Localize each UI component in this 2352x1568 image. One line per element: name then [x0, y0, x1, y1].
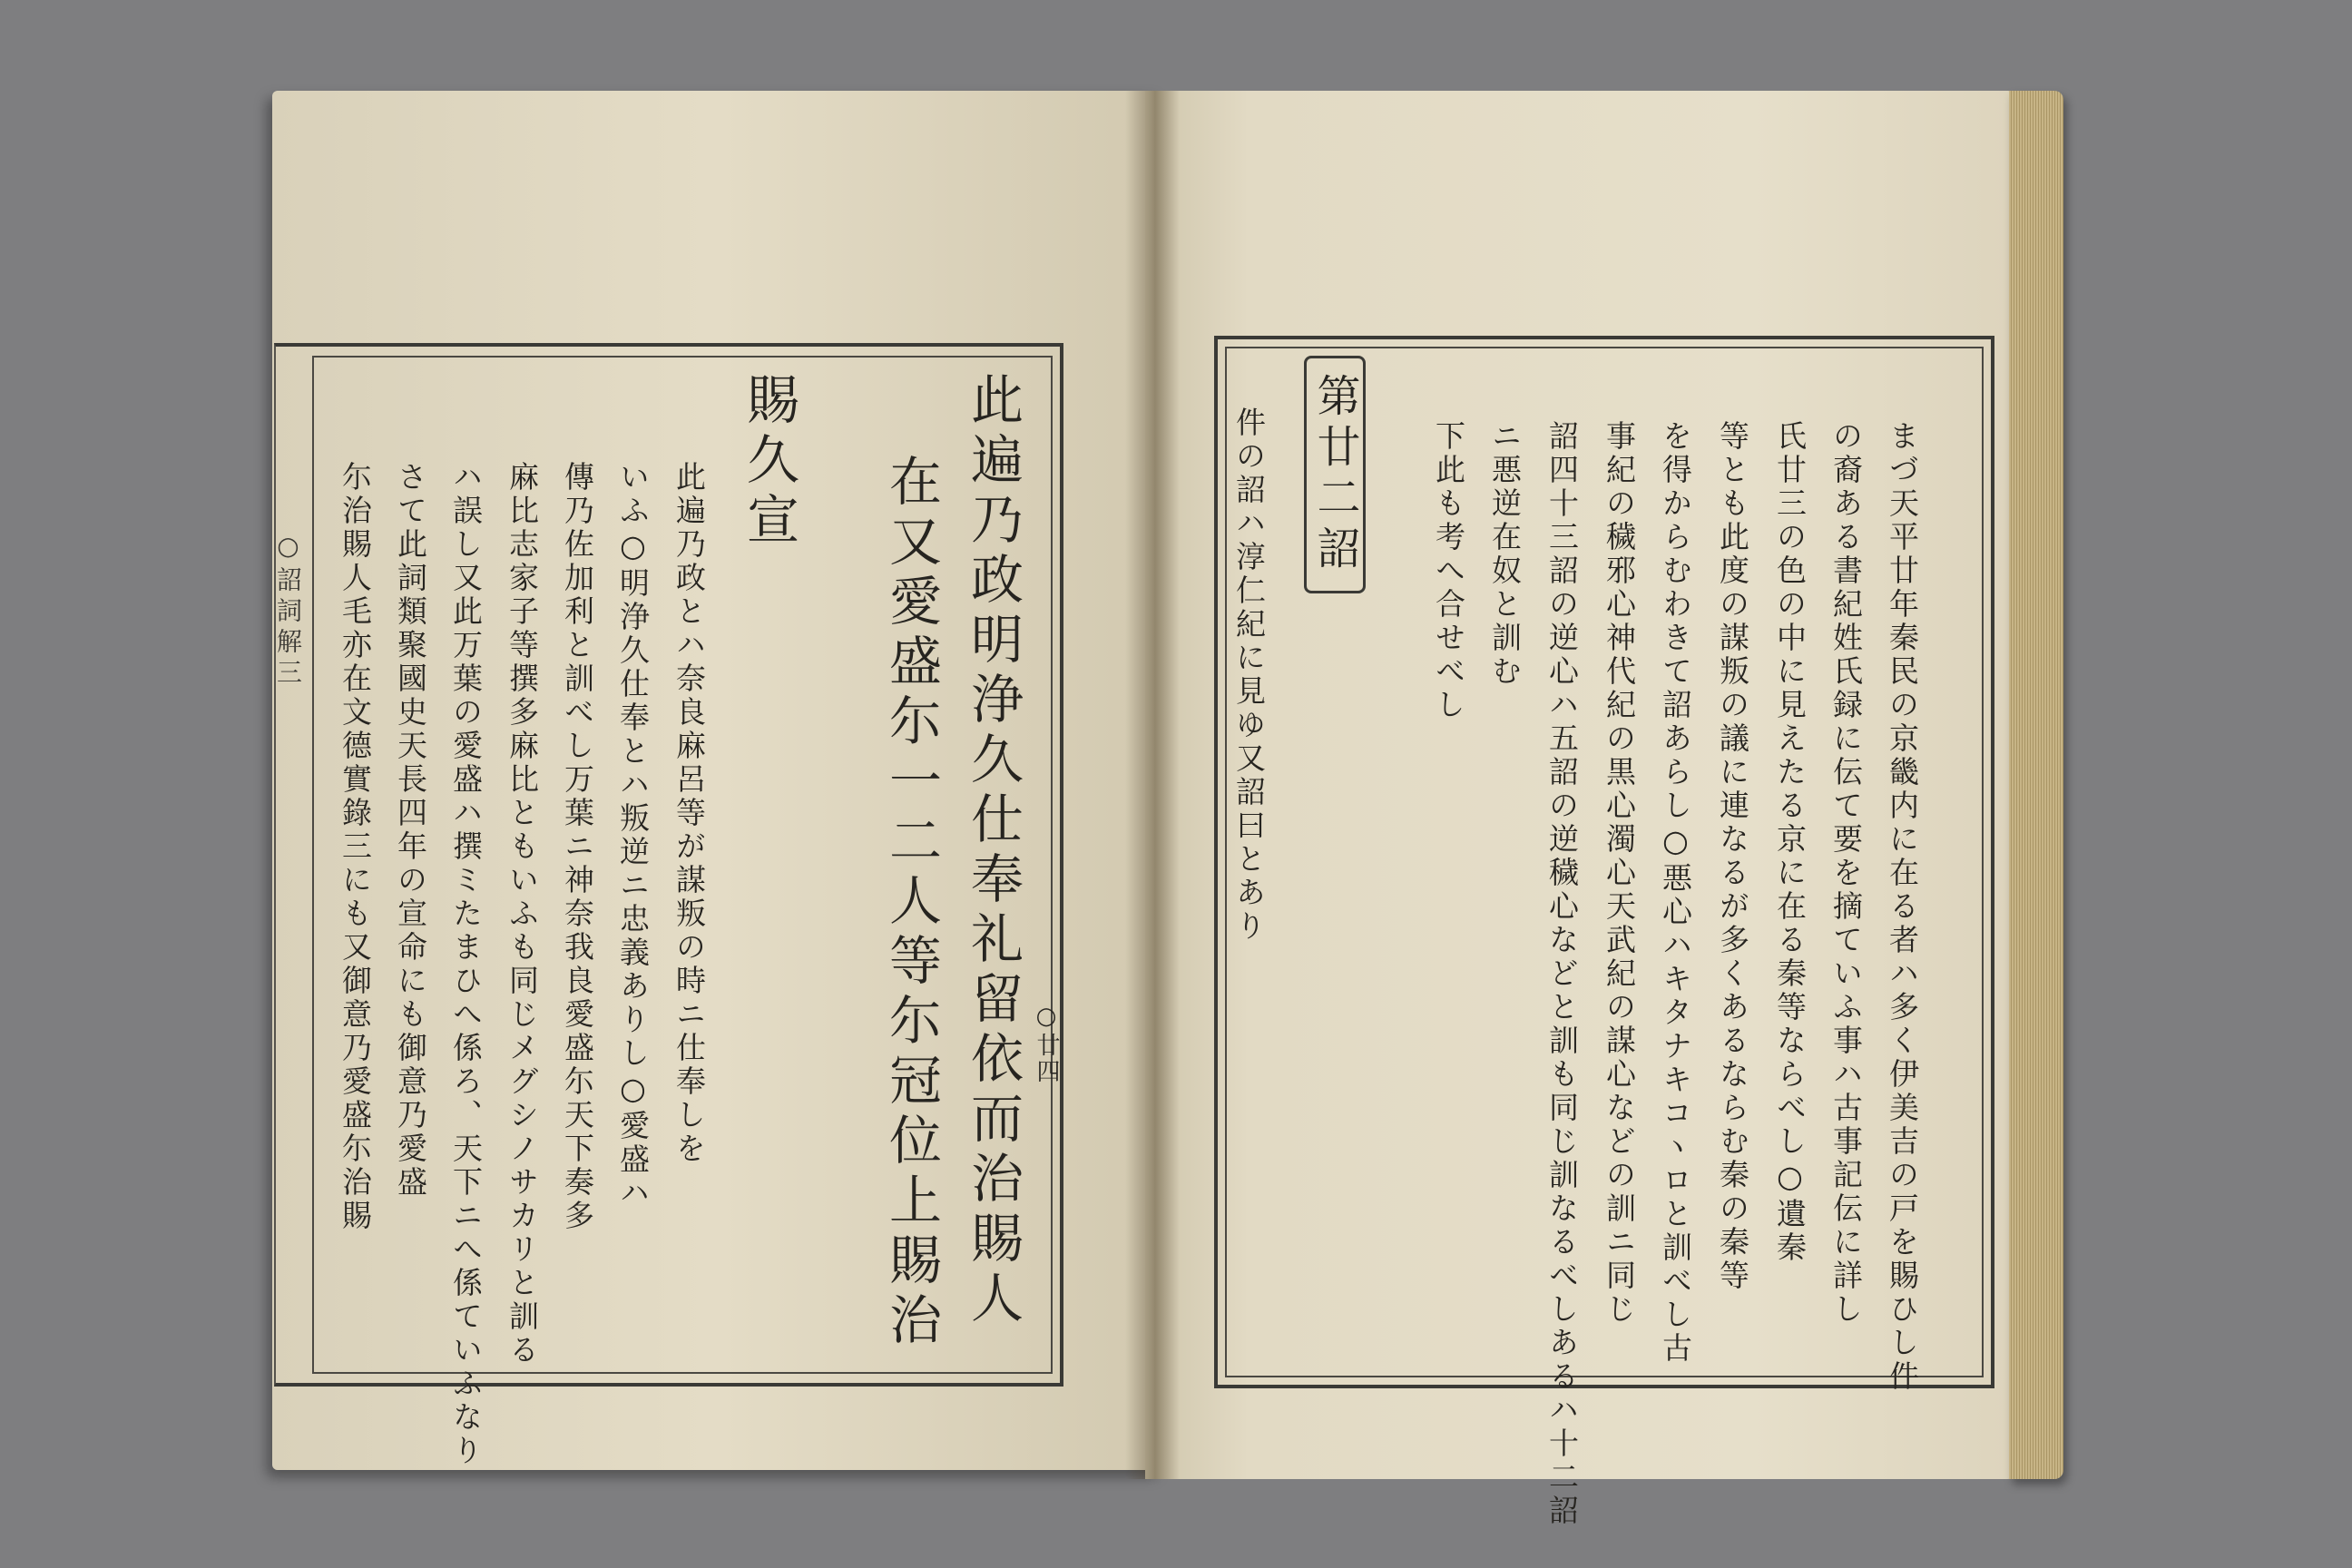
commentary-line: ハ誤し又此万葉の愛盛ハ撰ミたまひへ係ろ、天下ニへ係ていふなり — [448, 461, 484, 1468]
section-heading: 第廿二詔 — [1304, 356, 1366, 593]
commentary-line: 麻比志家子等撰多麻比ともいふも同じメグシノサカリと訓る — [505, 461, 540, 1367]
main-text-line: 賜久宣 — [738, 372, 799, 552]
commentary-line: 此遍乃政とハ奈良麻呂等が謀叛の時ニ仕奉しを — [671, 461, 707, 1166]
commentary-line: を得からむわきて詔あらし○悪心ハキタナキコヽロと訓べし古 — [1658, 420, 1693, 1366]
commentary-line: ニ悪逆在奴と訓む — [1487, 420, 1523, 689]
commentary-line: の裔ある書紀姓氏録に伝て要を摘ていふ事ハ古事記伝に詳し — [1828, 420, 1864, 1327]
commentary-line: いふ○明浄久仕奉とハ叛逆ニ忠義ありし○愛盛ハ — [615, 461, 651, 1210]
commentary-line: 等とも此度の謀叛の議に連なるが多くあるならむ秦の秦等 — [1715, 420, 1750, 1293]
lead-line: 件の詔ハ淳仁紀に見ゆ又詔曰とあり — [1231, 407, 1267, 944]
margin-title: ○詔詞解三 — [273, 531, 303, 690]
commentary-line: まづ天平廿年秦民の京畿内に在る者ハ多く伊美吉の戸を賜ひし件 — [1885, 420, 1920, 1394]
main-text-line: 在又愛盛尓一二人等尓冠位上賜治 — [880, 454, 942, 1352]
commentary-line: 傳乃佐加利と訓べし万葉ニ神奈我良愛盛尓天下奏多 — [560, 461, 595, 1233]
commentary-line: 尓治賜人毛亦在文德實錄三にも又御意乃愛盛尓治賜 — [338, 461, 373, 1233]
page-number: ○廿四 — [1033, 1003, 1060, 1085]
commentary-line: 詔四十三詔の逆心ハ五詔の逆穢心などと訓も同じ訓なるべしあるハ十二詔 — [1544, 420, 1580, 1528]
commentary-line: 事紀の穢邪心神代紀の黒心濁心天武紀の謀心などの訓ニ同じ — [1602, 420, 1637, 1327]
commentary-line: 下此も考へ合せべし — [1431, 420, 1466, 722]
commentary-line: 氏廿三の色の中に見えたる京に在る秦等ならべし○遺秦 — [1772, 420, 1808, 1265]
main-text-line: 此遍乃政明浄久仕奉礼留依而治賜人 — [962, 372, 1024, 1330]
page-edges — [2009, 91, 2063, 1479]
book-gutter — [1125, 91, 1180, 1479]
commentary-line: さて此詞類聚國史天長四年の宣命にも御意乃愛盛 — [393, 461, 428, 1200]
